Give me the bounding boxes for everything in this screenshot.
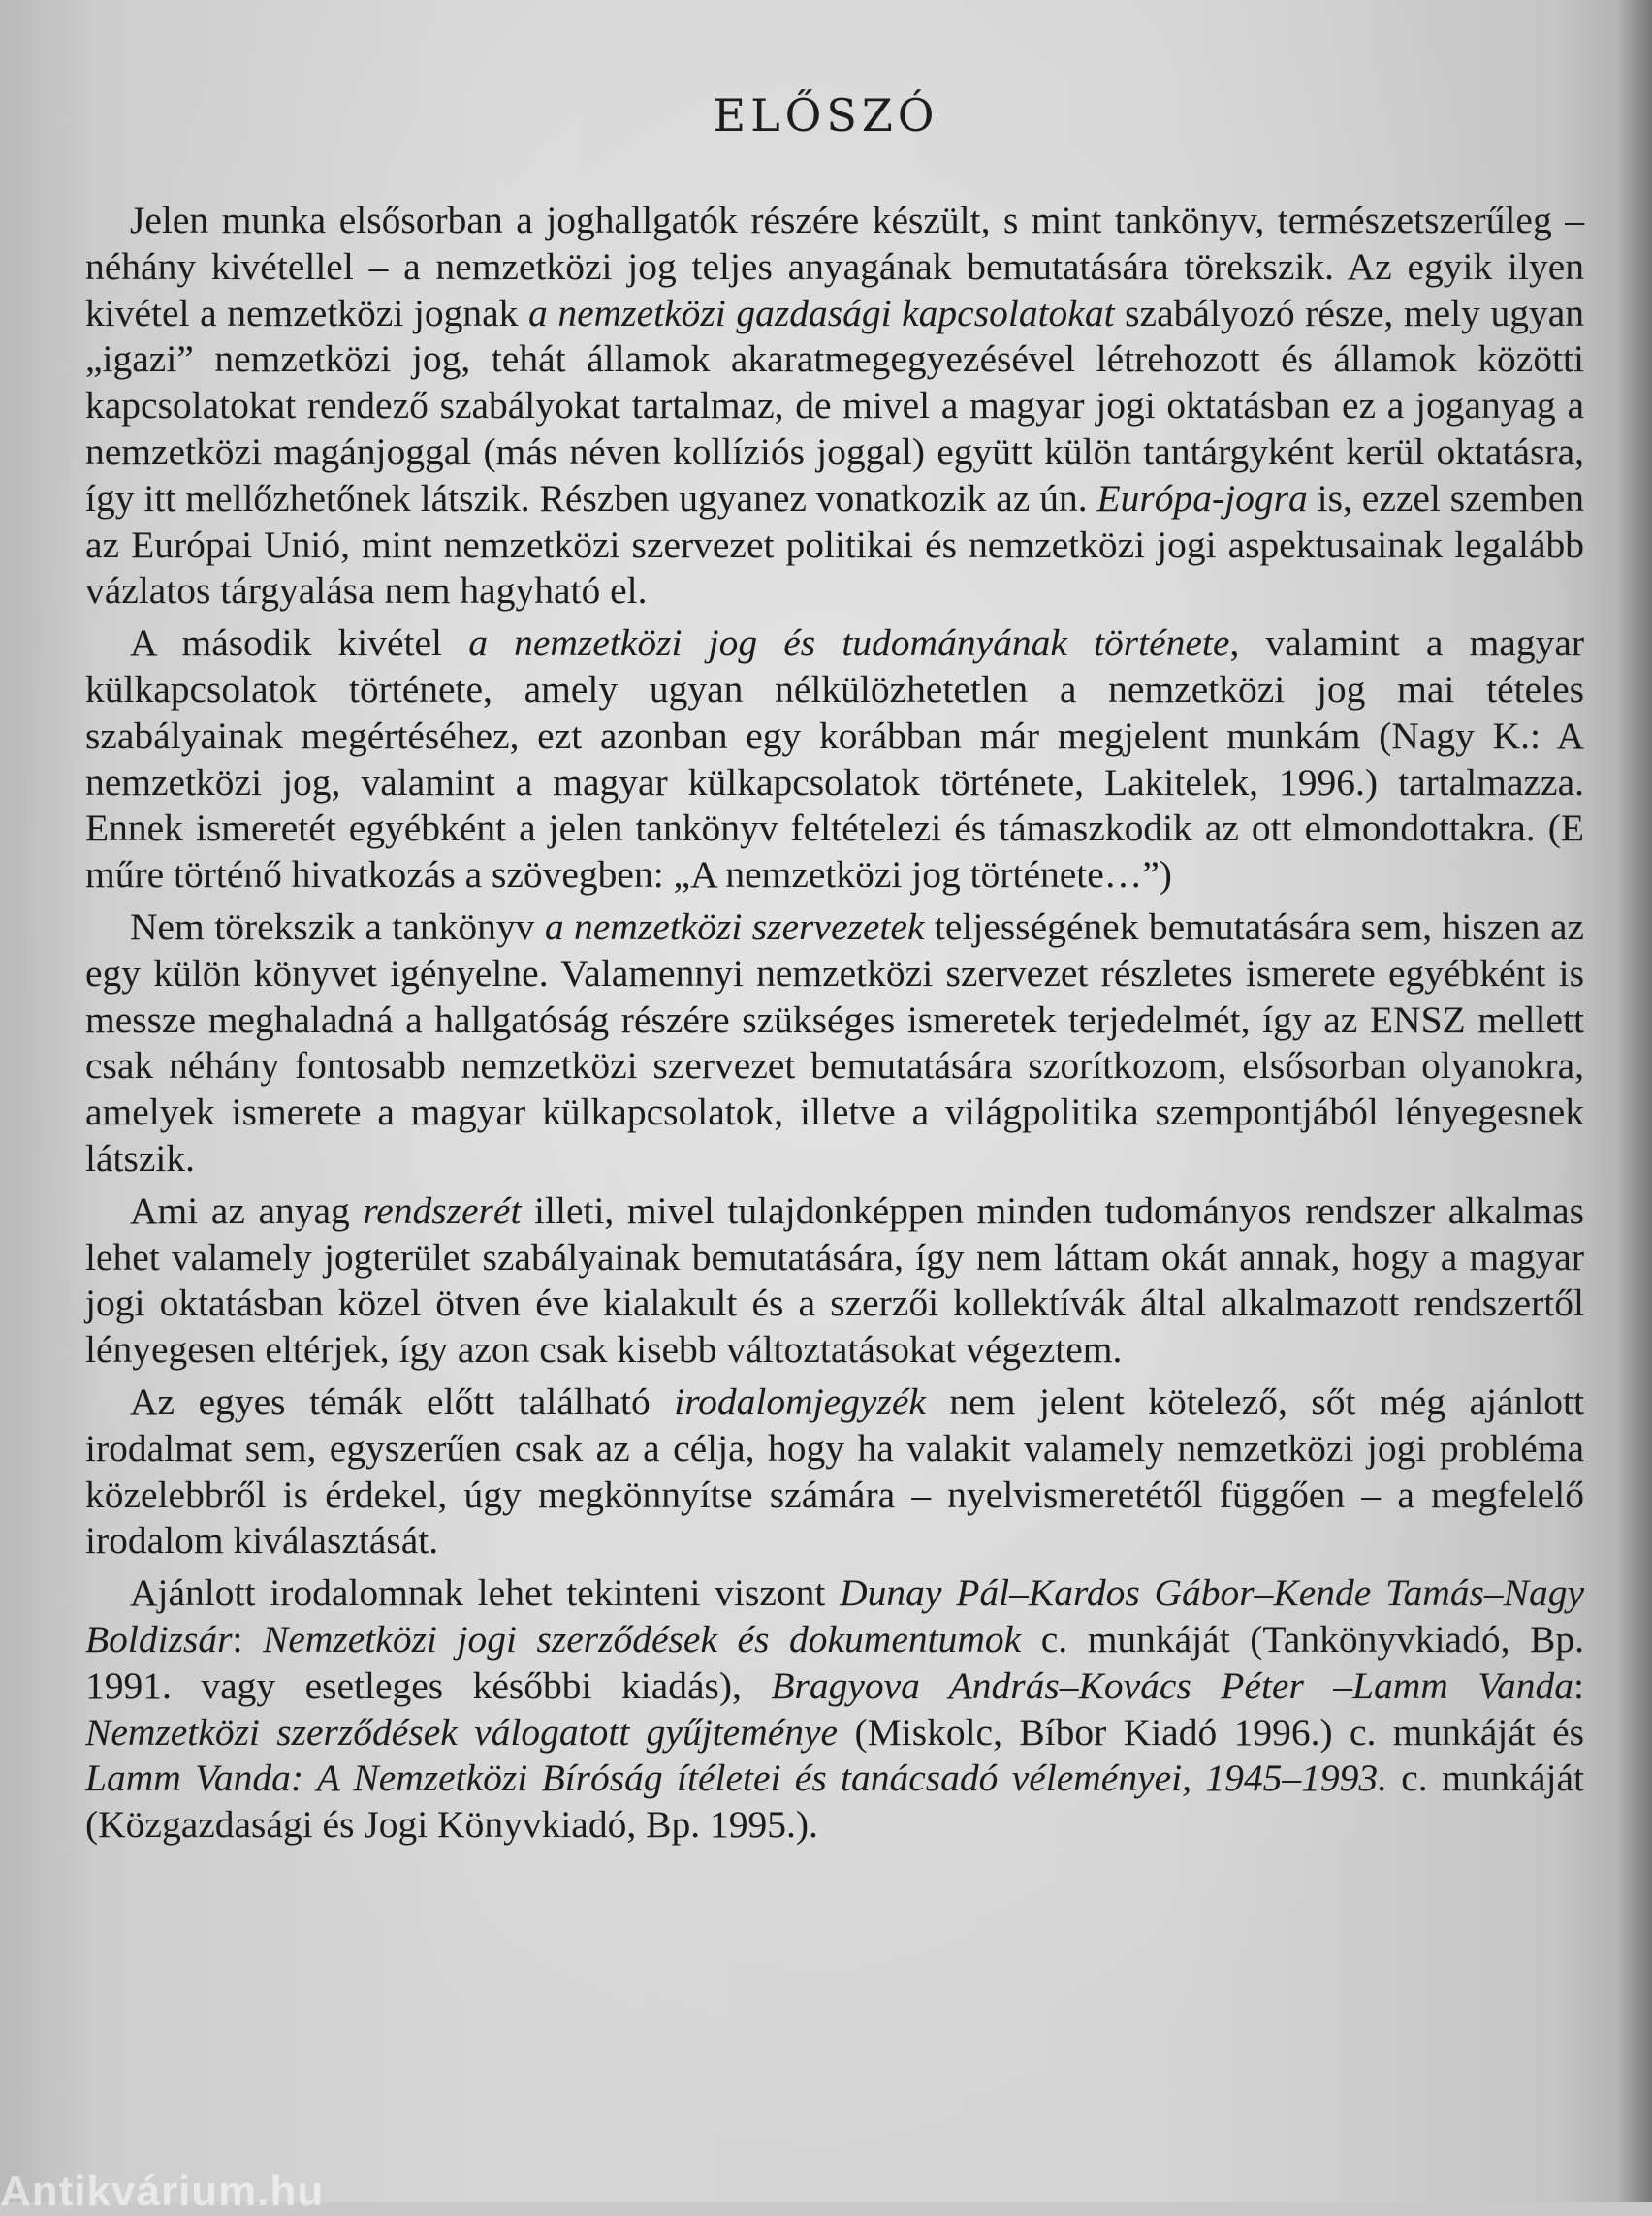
paragraph [85, 904, 1584, 1183]
watermark: Antikvárium.hu [0, 2168, 325, 2215]
italic-text-run: a nemzetközi szervezetek [544, 904, 925, 948]
text-run: c. munkáját (Közgazdasági és Jogi Könyvkiadó, Bp. 1995.). [85, 1757, 1584, 1847]
text-run: nem jelent kötelező, sőt még ajánlott irodalmat sem, egyszerűen csak az a célja, hogy ha valakit valamely nemzetközi jogi probléma közelebbről is érdekel, úgy megkönnyítse számára – nyelvismeretétől függően – a megfelelő irodalom kiválasztását. [85, 1379, 1584, 1563]
italic-text-run: irodalomjegyzék [674, 1379, 926, 1423]
italic-text-run: Dunay Pál–Kardos Gábor–Kende Tamás–Nagy Boldizsár [85, 1571, 1584, 1661]
text-run: , valamint a magyar külkapcsolatok története, amely ugyan nélkülözhetetlen a nemzetközi jog mai tételes szabályainak megértéséhez, ezt azonban egy korábban már megjelent munkám (Nagy K.: A nemzetközi jog, valamint a magyar külkapcsolatok története, Lakitelek, 1996.) tartalmazza. Ennek ismeretét egyébként a jelen tankönyv feltételezi és támaszkodik az ott elmondottakra. (E műre történő hivatkozás a szövegben: „A nemzetközi jog története…”) [85, 621, 1585, 897]
paragraph [85, 620, 1584, 899]
italic-text-run: a nemzetközi gazdasági kapcsolatokat [528, 291, 1115, 334]
text-run: (Miskolc, Bíbor Kiadó 1996.) c. munkáját és [838, 1710, 1584, 1754]
text-run: Jelen munka elsősorban a joghallgatók részére készült, s mint tankönyv, természetszerűleg – néhány kivétellel – a nemzetközi jog teljes anyagának bemutatására törekszik. Az egyik ilyen kivétel a nemzetközi jognak [85, 199, 1584, 334]
paragraph [85, 1570, 1584, 1849]
text-run: : [232, 1617, 263, 1661]
page-edge-shadow [1617, 0, 1652, 2202]
text-run: : [1573, 1663, 1585, 1707]
body-text [85, 198, 1584, 1854]
italic-text-run: Nemzetközi jogi szerződések és dokumentumok [263, 1617, 1022, 1661]
page-title: ELŐSZÓ [713, 89, 939, 142]
text-run: teljességének bemutatására sem, hiszen az egy külön könyvet igényelne. Valamennyi nemzetközi szervezet részletes ismerete egyébként is messze meghaladná a hallgatóság részére szükséges ismeretek terjedelmét, így az ENSZ mellett csak néhány fontosabb nemzetközi szervezet bemutatására szorítkozom, elsősorban olyanokra, amelyek ismerete a magyar külkapcsolatok, illetve a világpolitika szempontjából lényegesnek látszik. [85, 904, 1585, 1180]
paragraph [85, 198, 1584, 615]
italic-text-run: Lamm Vanda: A Nemzetközi Bíróság ítéletei és tanácsadó véleményei, 1945–1993. [85, 1757, 1387, 1800]
text-run: szabályozó része, mely ugyan „igazi” nemzetközi jog, tehát államok akaratmegegyezésével létrehozott és államok közötti kapcsolatokat rendező szabályokat tartalmaz, de mivel a magyar jogi oktatásban ez a joganyag a nemzetközi magánjoggal (más néven kollíziós joggal) együtt külön tantárgyként kerül oktatásra, így itt mellőzhetőnek látszik. Részben ugyanez vonatkozik az ún. [85, 291, 1584, 520]
italic-text-run: a nemzetközi jog és tudományának története [468, 621, 1230, 665]
text-run: Az egyes témák előtt található [130, 1379, 675, 1423]
paragraph [85, 1188, 1584, 1374]
text-run: illeti, mivel tulajdonképpen minden tudományos rendszer alkalmas lehet valamely jogterület szabályainak bemutatására, így nem láttam okát annak, hogy a magyar jogi oktatásban közel ötven éve kialakult és a szerzői kollektívák által alkalmazott rendszertől lényegesen eltérjek, így azon csak kisebb változtatásokat végeztem. [85, 1188, 1584, 1372]
text-run: Nem törekszik a tankönyv [130, 904, 545, 948]
text-run: Ami az anyag [130, 1188, 364, 1232]
paragraph [85, 1379, 1584, 1565]
text-run: Ajánlott irodalomnak lehet tekinteni viszont [130, 1571, 841, 1615]
italic-text-run: rendszerét [363, 1188, 522, 1232]
text-run: A második kivétel [130, 621, 469, 665]
text-run: c. munkáját (Tankönyvkiadó, Bp. 1991. vagy esetleges későbbi kiadás), [85, 1617, 1584, 1707]
italic-text-run: Bragyova András–Kovács Péter –Lamm Vanda [771, 1663, 1574, 1707]
text-run: is, ezzel szemben az Európai Unió, mint nemzetközi szervezet politikai és nemzetközi jogi aspektusainak legalább vázlatos tárgyalása nem hagyható el. [85, 476, 1584, 613]
italic-text-run: Európa-jogra [1096, 476, 1308, 520]
italic-text-run: Nemzetközi szerződések válogatott gyűjteménye [85, 1710, 839, 1754]
